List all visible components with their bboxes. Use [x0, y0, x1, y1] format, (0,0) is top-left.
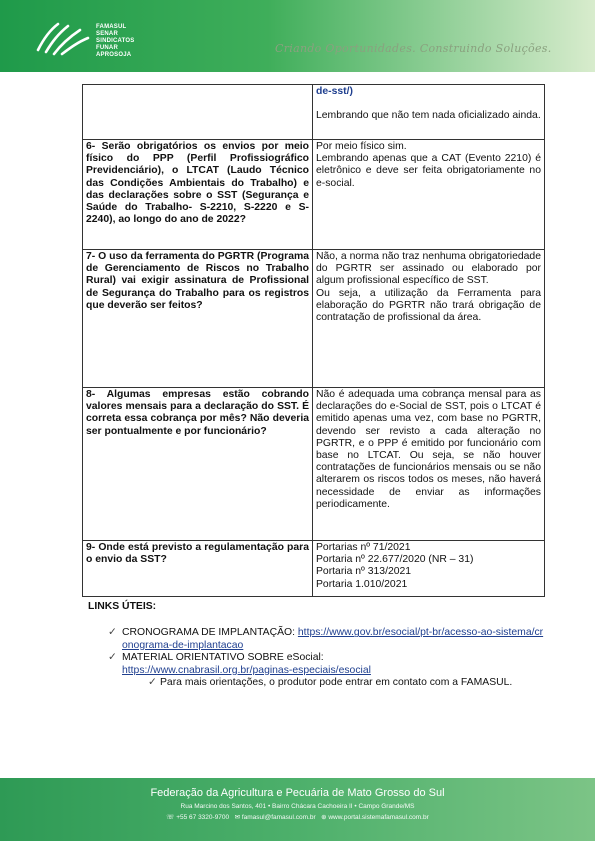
table-row [83, 388, 545, 541]
schedule-link[interactable]: https://www.gov.br/esocial/pt-br/acesso-ao-sistema/cronograma-de-implantacao [122, 627, 544, 651]
links-title: LINKS ÚTEIS: [88, 601, 157, 612]
useful-links-section [88, 601, 548, 689]
answer-text: Não, a norma não traz nenhuma obrigatoriedade do PGRTR ser assinado ou elaborado por algum profissional específico de SST. Ou seja, a utilização da Ferramenta para elaboração do PGRTR não trará obrigação de contratação de profissional da área. [316, 251, 541, 324]
page-header [0, 0, 595, 72]
email-icon: ✉ [234, 814, 241, 821]
list-item [108, 652, 548, 677]
logo-line: SENAR [96, 31, 119, 37]
answer-link-fragment[interactable]: de-sst/) [316, 86, 353, 97]
header-tagline: Criando Oportunidades. Construindo Soluções. [275, 42, 552, 55]
footer-email[interactable]: famasul@famasul.com.br [241, 814, 316, 821]
logo-wordmark [96, 24, 134, 59]
answer-text: Por meio físico sim. Lembrando apenas que a CAT (Evento 2210) é eletrônico e deve ser feita obrigatoriamente no e-social. [316, 141, 541, 189]
link-label: CRONOGRAMA DE IMPLANTAÇÃO: [122, 627, 298, 639]
checkmark-icon: ✓ [108, 627, 117, 639]
globe-icon: ⊕ [321, 814, 327, 821]
answer-text: Não é adequada uma cobrança mensal para as declarações do e-Social de SST, pois o LTCAT é emitido apenas uma vez, com base no PGRTR, devendo ser revisto a cada alteração no PGRTR, e o PPP é emitido por funcionário com base no LTCAT. Ou seja, se não houver contratações de funcionários mensais ou se não alterarem os riscos todos os meses, não haverá necessidade de enviar as informações periodicamente. [316, 389, 541, 510]
contact-note [148, 677, 548, 689]
faq-table [82, 84, 545, 597]
question-cell [83, 85, 313, 140]
logo-line: FUNAR [96, 45, 118, 51]
footer-contacts [0, 813, 595, 821]
cna-link[interactable]: https://www.cnabrasil.org.br/paginas-especiais/esocial [122, 664, 371, 676]
answer-text: Portarias nº 71/2021 Portaria nº 22.677/2020 (NR – 31) Portaria nº 313/2021 Portaria 1.010/2021 [316, 542, 474, 590]
answer-cell [313, 250, 545, 388]
table-row [83, 541, 545, 597]
famasul-logo-icon [34, 20, 90, 56]
footer-address: Rua Marcino dos Santos, 401 • Bairro Chácara Cachoeira II • Campo Grande/MS [180, 803, 415, 810]
answer-text: Lembrando que não tem nada oficializado ainda. [316, 110, 541, 122]
logo-line: SINDICATOS [96, 38, 135, 44]
list-item [108, 627, 548, 652]
whatsapp-icon: ☏ [166, 814, 175, 821]
table-row [83, 85, 545, 140]
table-row [83, 140, 545, 250]
answer-cell [313, 85, 545, 140]
link-label: MATERIAL ORIENTATIVO SOBRE eSocial: [122, 652, 324, 664]
question-cell: 7- O uso da ferramenta do PGRTR (Programa de Gerenciamento de Riscos no Trabalho Rural) vai exigir assinatura de Profissional de Segurança do Trabalho para os registros que deverão ser feitos? [83, 250, 313, 388]
logo-line: APROSOJA [96, 52, 132, 58]
checkmark-icon: ✓ [148, 677, 157, 689]
contact-text: Para mais orientações, o produtor pode entrar em contato com a FAMASUL. [160, 677, 513, 689]
footer-site[interactable]: www.portal.sistemafamasul.com.br [328, 814, 429, 821]
answer-cell [313, 388, 545, 541]
question-cell: 6- Serão obrigatórios os envios por meio físico do PPP (Perfil Profissiográfico Previdenciário), o LTCAT (Laudo Técnico das Condições Ambientais do Trabalho) e das declarações sobre o SST (Segurança e Saúde do Trabalho- S-2210, S-2220 e S-2240), ao longo do ano de 2022? [83, 140, 313, 250]
footer-title: Federação da Agricultura e Pecuária de Mato Grosso do Sul [150, 787, 445, 799]
footer-phone: +55 67 3320-9700 [176, 814, 230, 821]
question-cell: 8- Algumas empresas estão cobrando valores mensais para a declaração do SST. É correta essa cobrança por mês? Não deveria ser pontualmente e por funcionário? [83, 388, 313, 541]
table-row [83, 250, 545, 388]
page-footer [0, 778, 595, 841]
checkmark-icon: ✓ [108, 652, 117, 664]
question-cell: 9- Onde está previsto a regulamentação para o envio da SST? [83, 541, 313, 597]
answer-cell [313, 140, 545, 250]
logo-line: FAMASUL [96, 24, 127, 30]
answer-cell [313, 541, 545, 597]
